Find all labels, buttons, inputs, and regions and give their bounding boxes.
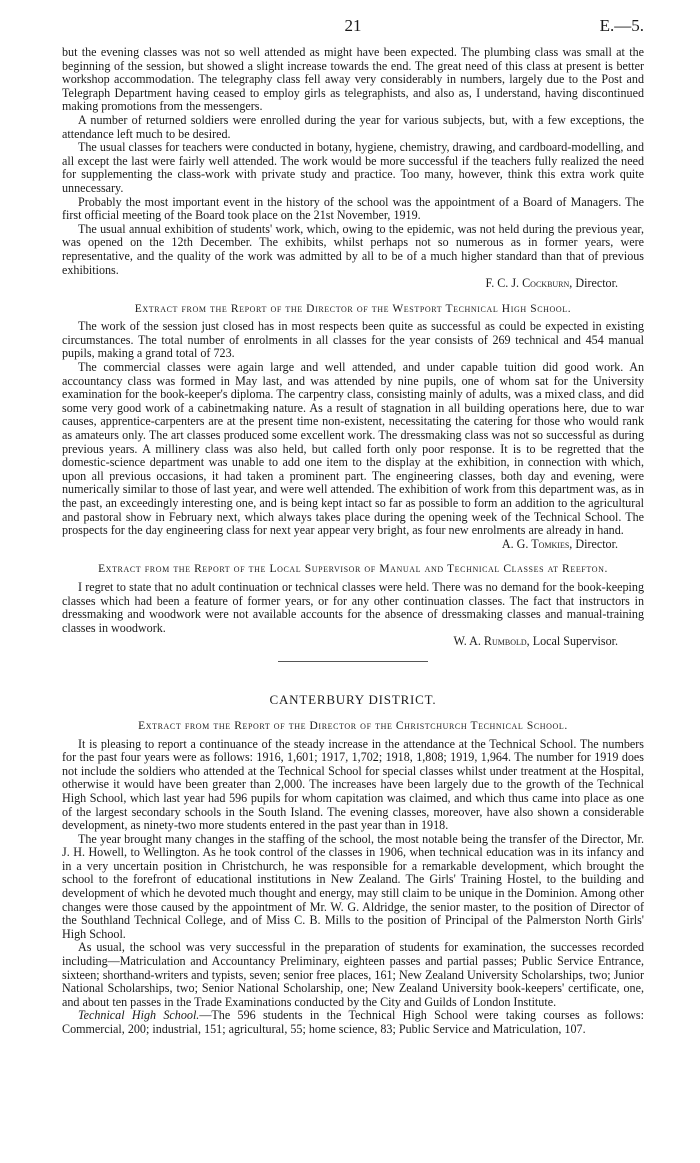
section-divider bbox=[278, 661, 428, 662]
signature-name: A. G. Tomkies bbox=[501, 536, 570, 551]
signature-title: , Director. bbox=[569, 536, 618, 551]
paragraph: The usual classes for teachers were conducted in botany, hygiene, chemistry, drawing, and cardboard-modelling, and all except the last were fairly well attended. The work would be more successful if the teachers fully realized the need for supplementing the class-work with private study and practice. Too many, however, think this extra work quite unnecessary. bbox=[62, 140, 644, 195]
paragraph: The usual annual exhibition of students' work, which, owing to the epidemic, was not held during the previous year, was opened on the 12th December. The exhibits, whilst perhaps not so numerous as in former years, were representative, and the quality of the work was admitted by all to be of a much higher standard than that of previous exhibitions. bbox=[62, 221, 644, 277]
signature-name: W. A. Rumbold bbox=[453, 634, 527, 649]
paragraph: The work of the session just closed has in most respects been quite as successful as could be expected in existing circumstances. The total number of enrolments in all classes for the year consists of 269 technical and 454 manual pupils, making a grand total of 723. bbox=[62, 319, 644, 361]
paragraph: I regret to state that no adult continuation or technical classes were held. There was no demand for the book-keeping classes which had been a feature of former years, or for any other continuation classes. The fact that instructors in dressmaking and woodwork were not available accounts for the absence of dressmaking classes and manual-training classes in woodwork. bbox=[62, 579, 644, 635]
paragraph: A number of returned soldiers were enrolled during the year for various subjects, but, with a few exceptions, the attendance left much to be desired. bbox=[62, 112, 644, 141]
section-heading: Extract from the Report of the Director of the Westport Technical High School. bbox=[134, 302, 572, 315]
page-number: 21 bbox=[344, 16, 362, 35]
canterbury-district-section bbox=[62, 692, 644, 1037]
paragraph: As usual, the school was very successful in the preparation of students for examination, the successes recorded including—Matriculation and Accountancy Preliminary, eighteen passes and partial passes; Public Service Entrance, sixteen; shorthand-writers and typists, seven; senior free places, 161; New Zealand University Scholarships, two; Junior National Scholarships, two; Senior National Scholarship, one; New Zealand University book-keepers' certificate, one, and about ten passes in the Trade Examinations conducted by the City and Guilds of London Institute. bbox=[62, 940, 644, 1009]
paragraph-label: Technical High School. bbox=[78, 1008, 200, 1023]
westport-report-section bbox=[62, 303, 644, 552]
cockburn-report-section bbox=[62, 46, 644, 291]
signature-name: F. C. J. Cockburn bbox=[485, 276, 570, 291]
paragraph: but the evening classes was not so well attended as might have been expected. The plumbing class was small at the beginning of the session, but showed a slight increase towards the end. The great need of this class at present is better workshop accommodation. The telegraphy class fell away very considerably in numbers, largely due to the Post and Telegraph Department having ceased to employ girls as telegraphists, and also as, I understand, having discontinued making promotions from the messengers. bbox=[62, 45, 644, 114]
signature bbox=[62, 277, 618, 291]
signature bbox=[62, 538, 618, 552]
signature bbox=[62, 635, 618, 649]
section-heading: Extract from the Report of the Director of the Christchurch Technical School. bbox=[138, 719, 568, 732]
paragraph-text: —The 596 students in the Technical High School were taking courses as follows: Commercial, 200; industrial, 151; agricultural, 55; home science, 83; Public Service and Matriculation, 107. bbox=[62, 1008, 644, 1036]
section-heading: Extract from the Report of the Local Supervisor of Manual and Technical Classes at Reefton. bbox=[98, 563, 608, 576]
district-title: CANTERBURY DISTRICT. bbox=[269, 691, 437, 707]
page-header bbox=[62, 12, 644, 46]
signature-title: , Local Supervisor. bbox=[526, 634, 618, 649]
paragraph bbox=[62, 1009, 644, 1036]
signature-title: , Director. bbox=[569, 276, 618, 291]
paragraph: Probably the most important event in the history of the school was the appointment of a Board of Managers. The first official meeting of the Board took place on the 21st November, 1919. bbox=[62, 194, 644, 223]
paragraph: The year brought many changes in the staffing of the school, the most notable being the transfer of the Director, Mr. J. H. Howell, to Wellington. As he took control of the classes in 1906, when technical education was in its infancy and in a very uncertain position in Christchurch, he was responsible for a remarkable development, which brought the school to the forefront of educational institutions in New Zealand. The Girls' Training Hostel, to the building and development of which he devoted much thought and energy, may still claim to be unique in the Dominion. Among other changes were those caused by the appointment of Mr. W. G. Aldridge, the senior master, to the position of Director of the Southland Technical College, and of Miss C. B. Mills to the position of Principal of the Palmerston North Girls' High School. bbox=[62, 831, 644, 941]
paragraph: It is pleasing to report a continuance of the steady increase in the attendance at the Technical School. The numbers for the past four years were as follows: 1916, 1,601; 1917, 1,702; 1918, 1,808; 1919, 1,964. The number for 1919 does not include the soldiers who attended at the Technical School for special classes whilst under treatment at the Hospital, otherwise it would have been greater than 2,000. The increases have been largely due to the growth of the Technical High School, which last year had 596 pupils for whom capitation was claimed, and which thus came into place as one of the largest secondary schools in the South Island. The evening classes, moreover, have also shown a considerable development, as ninety-two more students entered in the past year than in 1918. bbox=[62, 736, 644, 833]
paragraph: The commercial classes were again large and well attended, and under capable tuition did good work. An accountancy class was formed in May last, and was attended by nine pupils, one of whom sat for the University examination for the book-keeper's diploma. The carpentry class, consisting mainly of adults, was a mixed class, and did some very good work of a cabinetmaking nature. As a result of stagnation in all building operations here, due to war causes, apprentice-carpenters are at the present time non-existent, necessitating the catering for those who would rank as amateurs only. The art classes produced some excellent work. The dressmaking class was not so successful as during previous years. A millinery class was also held, but called forth only poor response. It is to be regretted that the domestic-science department was unable to add one item to the display at the exhibition, in connection with which, upon all previous occasions, it had taken a prominent part. The engineering classes, both day and evening, were numerically similar to those of last year, and were well attended. The exhibition of work from this department was, as in the past, an exceedingly interesting one, and is being kept intact so far as possible to form an addition to the agricultural and pastoral show in February next, which always takes place during the opening week of the Technical School. The prospects for the day engineering class for next year appear very bright, as four new enrolments are already in hand. bbox=[62, 360, 644, 538]
document-code: E.—5. bbox=[599, 16, 644, 35]
reefton-report-section bbox=[62, 563, 644, 662]
